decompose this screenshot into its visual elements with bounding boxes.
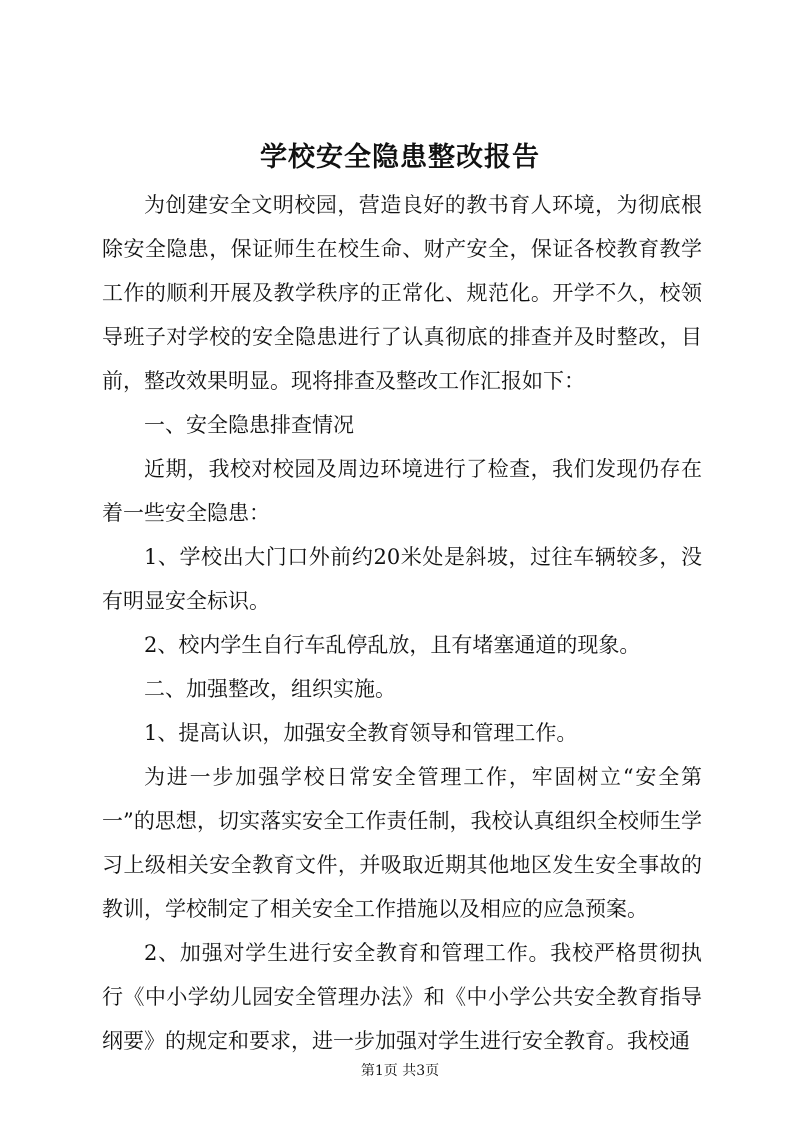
paragraph-measure-1: 为进一步加强学校日常安全管理工作，牢固树立“安全第一”的思想，切实落实安全工作责任制，我校认真组织全校师生学习上级相关安全教育文件，并吸取近期其他地区发生安全事故的教训，学校制定了相关安全工作措施以及相应的应急预案。 [102, 765, 702, 921]
page-footer: 第1页 共3页 [360, 1063, 440, 1079]
heading-section-2: 二、加强整改，组织实施。 [144, 677, 396, 701]
heading-section-1: 一、安全隐患排查情况 [144, 413, 354, 437]
subheading-measure-1: 1、提高认识，加强安全教育领导和管理工作。 [144, 721, 578, 745]
list-item-hazard-2: 2、校内学生自行车乱停乱放，且有堵塞通道的现象。 [144, 633, 641, 657]
paragraph-inspection: 近期，我校对校园及周边环境进行了检查，我们发现仍存在着一些安全隐患： [102, 457, 702, 525]
paragraph-measure-2: 2、加强对学生进行安全教育和管理工作。我校严格贯彻执行《中小学幼儿园安全管理办法》和《中小学公共安全教育指导纲要》的规定和要求，进一步加强对学生进行安全教育。我校通 [102, 941, 702, 1053]
document-body [102, 183, 702, 1063]
document-title: 学校安全隐患整改报告 [260, 142, 540, 173]
paragraph-intro: 为创建安全文明校园，营造良好的教书育人环境，为彻底根除安全隐患，保证师生在校生命、财产安全，保证各校教育教学工作的顺利开展及教学秩序的正常化、规范化。开学不久，校领导班子对学校的安全隐患进行了认真彻底的排查并及时整改，目前，整改效果明显。现将排查及整改工作汇报如下： [102, 193, 702, 393]
list-item-hazard-1: 1、学校出大门口外前约20米处是斜坡，过往车辆较多，没有明显安全标识。 [102, 545, 702, 613]
